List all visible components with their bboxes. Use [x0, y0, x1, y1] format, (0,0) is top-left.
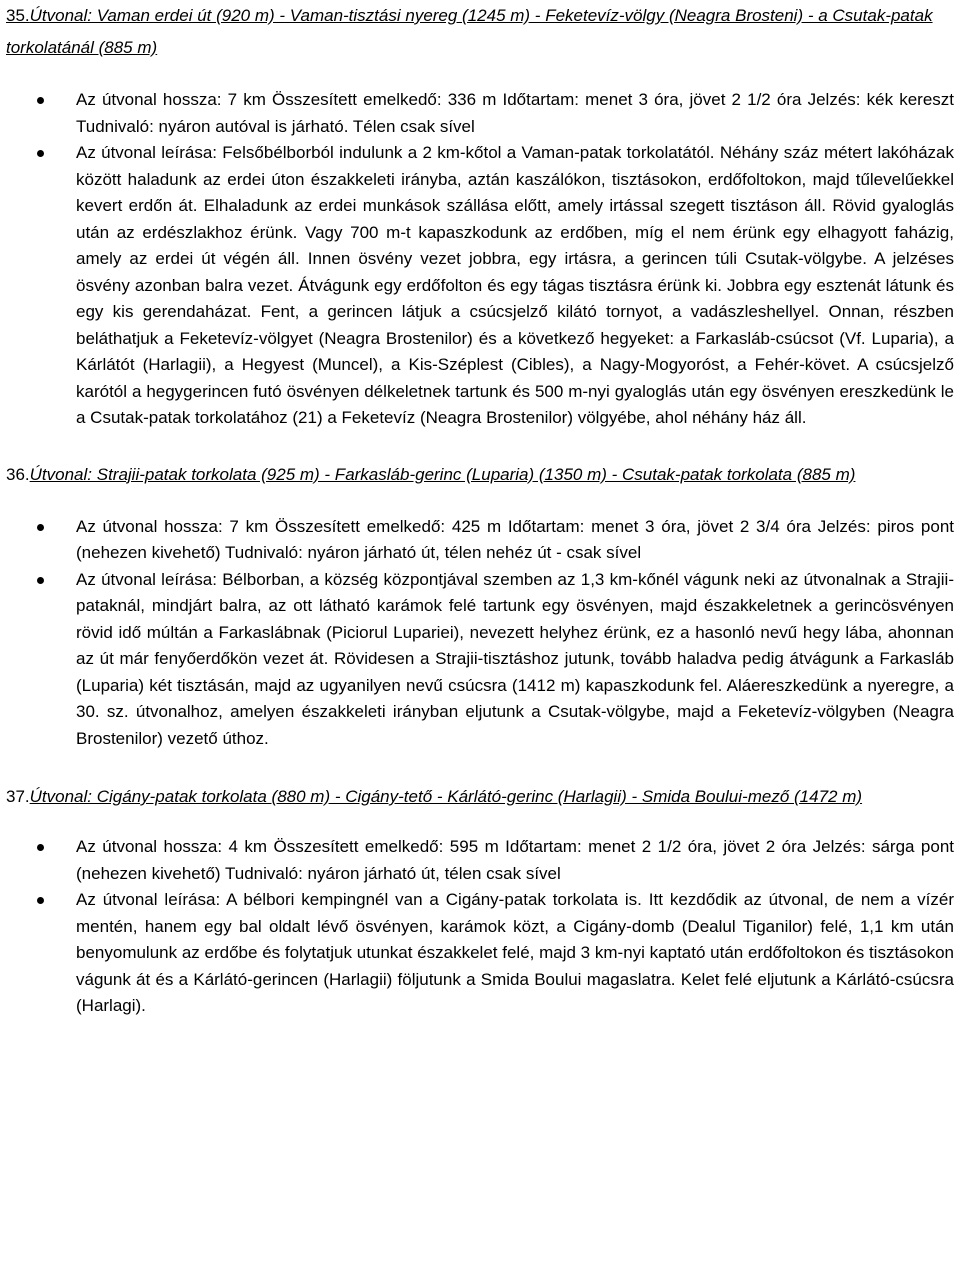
route-title-text: Útvonal: Strajii-patak torkolata (925 m) - Farkasláb-gerinc (Luparia) (1350 m) - Csutak-patak torkolata (885 m) [29, 464, 856, 484]
route-35 [6, 0, 954, 432]
route-number: 35. [6, 6, 30, 25]
bullet-icon [37, 897, 44, 904]
route-summary-text: Az útvonal hossza: 4 km Összesített emelkedő: 595 m Időtartam: menet 2 1/2 óra, jövet 2 óra Jelzés: sárga pont (nehezen kivehető) Tudnivaló: nyáron járható út, télen csak sível [76, 837, 954, 883]
route-description-item [6, 567, 954, 753]
bullet-icon [37, 844, 44, 851]
route-description-text: Az útvonal leírása: A bélbori kempingnél van a Cigány-patak torkolata is. Itt kezdődik az útvonal, de nem a vízér mentén, hanem egy bal oldalt lévő ösvényen, karámok közt, a Cigány-domb (Dealul Tiganilor) felé, 1,1 km után benyomulunk az erdőbe és folytatjuk utunkat északkelet felé, majd 3 km-nyi kaptató után erdőfoltokon és tisztásokon vágunk át és a Kárlátó-gerincen (Harlagii) följutunk a Smida Boului magaslatra. Kelet felé eljutunk a Kárlátó-csúcsra (Harlagi). [76, 890, 954, 1015]
route-summary-item [6, 514, 954, 567]
bullet-icon [37, 150, 44, 157]
route-title-text: Útvonal: Vaman erdei út (920 m) - Vaman-tisztási nyereg (1245 m) - Feketevíz-völgy (Neagra Brosteni) - a Csutak-patak torkolatánál (885 m) [6, 6, 933, 57]
route-title [6, 781, 954, 813]
route-description-item [6, 140, 954, 432]
route-title [6, 459, 954, 491]
route-summary-text: Az útvonal hossza: 7 km Összesített emelkedő: 336 m Időtartam: menet 3 óra, jövet 2 1/2 óra Jelzés: kék kereszt Tudnivaló: nyáron autóval is járható. Télen csak sível [76, 90, 954, 136]
route-details-list [6, 87, 954, 432]
route-summary-item [6, 87, 954, 140]
route-number: 36. [6, 464, 30, 484]
bullet-icon [37, 97, 44, 104]
route-details-list [6, 514, 954, 753]
route-summary-item [6, 834, 954, 887]
route-36 [6, 459, 954, 753]
route-summary-text: Az útvonal hossza: 7 km Összesített emelkedő: 425 m Időtartam: menet 3 óra, jövet 2 3/4 óra Jelzés: piros pont (nehezen kivehető) Tudnivaló: nyáron járható út, télen nehéz út - csak sível [76, 516, 954, 562]
route-37 [6, 781, 954, 1020]
route-description-text: Az útvonal leírása: Felsőbélborból indulunk a 2 km-kőtol a Vaman-patak torkolatától. Néhány száz métert lakóházak között haladunk az erdei úton északkeleti irányba, aztán kaszálókon, tisztásokon, erdőfoltokon, majd tűlevelűekkel kevert erdőn át. Elhaladunk az erdei munkások szállása előtt, amely irtással szegett tisztáson áll. Rövid gyaloglás után az erdészlakhoz érünk. Vagy 700 m-t kapaszkodunk az erdőben, míg el nem érünk egy elhagyott faházig, amely az erdei út végén áll. Innen ösvény vezet jobbra, egy irtásra, a gerincen túli Csutak-völgybe. A jelzéses ösvény azonban balra vezet. Átvágunk egy erdőfolton és egy tágas tisztásra érünk ki. Jobbra egy esztenát látunk és egy kis gerendaházat. Fent, a gerincen látjuk a csúcsjelző kilátó tornyot, a vadászleshellyel. Onnan, részben beláthatjuk a Feketevíz-völgyet (Neagra Brostenilor) és a következő hegyeket: a Farkasláb-csúcsot (Vf. Luparia), a Kárlátót (Harlagii), a Hegyest (Muncel), a Kis-Széplest (Cibles), a Nagy-Mogyoróst, a Fehér-követ. A csúcsjelző karótól a hegygerincen futó ösvényen délkeletnek tartunk és 500 m-nyi gyaloglás után egy ösvényen ereszkedünk le a Csutak-patak torkolatához (21) a Feketevíz (Neagra Brostenilor) völgyébe, ahol néhány ház áll. [76, 143, 954, 427]
bullet-icon [37, 577, 44, 584]
route-title-text: Útvonal: Cigány-patak torkolata (880 m) - Cigány-tető - Kárlátó-gerinc (Harlagii) - Smida Boului-mező (1472 m) [29, 787, 863, 806]
route-description-item [6, 887, 954, 1020]
route-number: 37. [6, 787, 30, 806]
route-title [6, 0, 954, 64]
bullet-icon [37, 524, 44, 531]
route-details-list [6, 834, 954, 1020]
route-description-text: Az útvonal leírása: Bélborban, a község központjával szemben az 1,3 km-kőnél vágunk neki az útvonalnak a Strajii-pataknál, mindjárt balra, az ott látható karámok felé tartunk egy ösvényen, majd északkeletnek a gerincösvényen rövid idő múltán a Farkaslábnak (Piciorul Lupariei), nevezett helyhez érünk, ez a hasonló nevű hegy lába, ahonnan az út már fenyőerdőkön vezet át. Rövidesen a Strajii-tisztáshoz jutunk, tovább haladva pedig átvágunk a Farkasláb (Luparia) két tisztásán, majd az ugyanilyen nevű csúcsra (1412 m) kapaszkodunk fel. Aláereszkedünk a nyeregre, a 30. sz. útvonalhoz, amelyen északkeleti irányban eljutunk a Csutak-völgybe, majd a Feketevíz-völgyben (Neagra Brostenilor) vezető úthoz. [76, 569, 954, 748]
